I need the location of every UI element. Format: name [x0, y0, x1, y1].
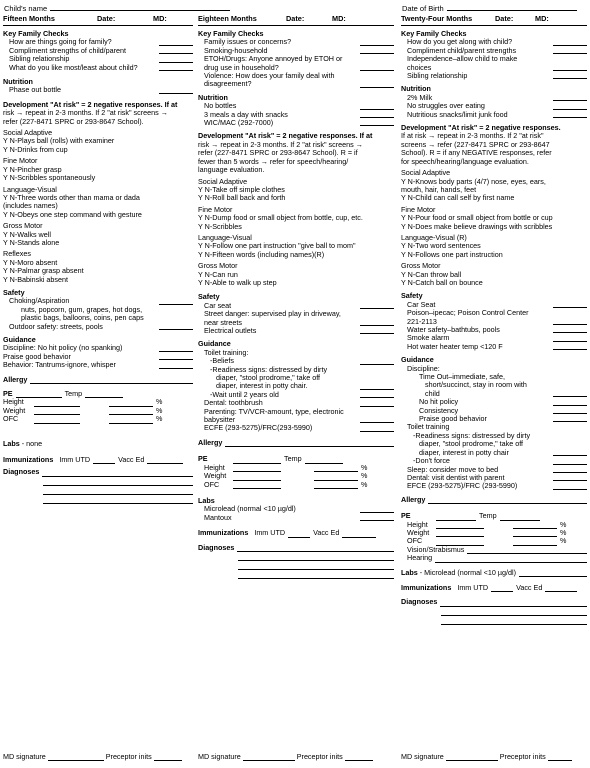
- weight-field[interactable]: Weight %: [407, 527, 567, 537]
- fifteen-months-column: [3, 15, 193, 504]
- checklist-item[interactable]: diaper, interest in potty chair.: [198, 382, 394, 390]
- milestone-item[interactable]: Y N-Follow one part instruction "give ball to mom": [198, 241, 356, 251]
- checklist-item[interactable]: Choking/Aspiration: [3, 297, 193, 305]
- md-signature-label: MD signature: [401, 752, 444, 761]
- checklist-item[interactable]: Compliment strengths of child/parent: [3, 47, 193, 55]
- fine-motor-heading: Fine Motor: [401, 204, 436, 214]
- gross-motor-heading: Gross Motor: [401, 261, 441, 271]
- md-signature-field[interactable]: [401, 752, 572, 761]
- development-note: Development "At risk" = 2 negative responses. If at risk → repeat in 2-3 months. If 2 "at risk" screens → refer (227-8471 SPRC or 293-8647 School). R = if fewer than 5 words → refer for speech/hearing/ language evaluation.: [198, 131, 373, 175]
- checklist-item[interactable]: Behavior: Tantrums-ignore, whisper: [3, 361, 193, 369]
- diagnoses-line[interactable]: [441, 607, 587, 616]
- checklist-item[interactable]: Sibling relationship: [401, 72, 587, 80]
- eighteen-months-column: [198, 15, 394, 579]
- checklist-item[interactable]: -Wait until 2 years old: [198, 391, 394, 399]
- diagnoses-line[interactable]: [43, 495, 193, 504]
- checklist-item[interactable]: disagreement?: [198, 80, 394, 88]
- diagnoses-line[interactable]: [238, 552, 394, 561]
- labs-value: - Microlead (normal <10 µg/dl): [417, 567, 516, 577]
- milestone-item[interactable]: Y N-Scribbles spontaneously: [3, 173, 96, 183]
- checklist-item[interactable]: -Beliefs: [198, 357, 394, 365]
- milestone-item[interactable]: Y N-Stands alone: [3, 237, 60, 247]
- ofc-field[interactable]: OFC %: [407, 536, 567, 546]
- milestone-item[interactable]: Y N-Three words other than mama or dada: [3, 192, 140, 202]
- milestone-note: mouth, hair, hands, feet: [401, 184, 477, 194]
- pe-field[interactable]: PE Temp: [3, 390, 193, 398]
- labs-heading: Labs: [401, 567, 418, 577]
- checklist-note: plastic bags, balloons, coins, pen caps: [21, 313, 144, 323]
- checklist-item[interactable]: diaper, interest in potty chair: [401, 449, 587, 457]
- checklist-item[interactable]: Family issues or concerns?: [198, 38, 394, 46]
- milestone-item[interactable]: Y N-Take off simple clothes: [198, 184, 285, 194]
- checklist-note: diaper, "stool prodrome," take off: [419, 439, 524, 449]
- checklist-note: short/succinct, stay in room with: [425, 380, 527, 390]
- milestone-item[interactable]: Y N-Plays ball (rolls) with examiner: [3, 136, 115, 146]
- column-header: [3, 15, 193, 26]
- height-field[interactable]: Height %: [204, 462, 368, 472]
- milestone-item[interactable]: Y N-Able to walk up step: [198, 277, 277, 287]
- checklist-item[interactable]: Sibling relationship: [3, 55, 193, 63]
- checklist-item[interactable]: Water safety–bathtubs, pools: [401, 326, 587, 334]
- checklist-item[interactable]: Electrical outlets: [198, 327, 394, 335]
- date-of-birth-field[interactable]: [402, 3, 577, 13]
- milestone-item[interactable]: Y N-Can throw ball: [401, 269, 462, 279]
- date-of-birth-label: Date of Birth: [402, 4, 444, 13]
- checklist-item[interactable]: drug use in household?: [198, 64, 394, 72]
- milestone-item[interactable]: Y N-Palmar grasp absent: [3, 266, 84, 276]
- md-label: MD:: [535, 14, 549, 23]
- milestone-item[interactable]: Y N-Child can call self by first name: [401, 193, 515, 203]
- preceptor-inits-label: Preceptor inits: [105, 752, 152, 761]
- visit-title: Eighteen Months: [198, 14, 257, 23]
- milestone-item[interactable]: Y N-Drinks from cup: [3, 144, 68, 154]
- date-label: Date:: [286, 14, 305, 23]
- checklist-item[interactable]: Smoking-household: [198, 47, 394, 55]
- childs-name-label: Child's name: [4, 4, 48, 13]
- checklist-item[interactable]: Discipline:: [407, 363, 440, 373]
- milestone-item[interactable]: Y N-Dump food or small object from bottle, cup, etc.: [198, 213, 363, 223]
- md-signature-label: MD signature: [198, 752, 241, 761]
- weight-field[interactable]: Weight %: [204, 471, 368, 481]
- diagnoses-line[interactable]: [238, 561, 394, 570]
- guidance-heading: Guidance: [198, 339, 231, 349]
- height-field[interactable]: Height %: [407, 519, 567, 529]
- milestone-item[interactable]: Y N-Can run: [198, 269, 238, 279]
- language-visual-heading: Language-Visual: [198, 232, 252, 242]
- key-family-checks-heading: Key Family Checks: [198, 29, 264, 38]
- safety-heading: Safety: [401, 291, 423, 301]
- diagnoses-line[interactable]: [43, 486, 193, 495]
- checklist-item[interactable]: Smoke alarm: [401, 334, 587, 342]
- checklist-item[interactable]: -Readiness signs: distressed by dirty: [210, 364, 328, 374]
- milestone-item[interactable]: Y N-Pincher grasp: [3, 164, 62, 174]
- column-header: [401, 15, 587, 26]
- md-signature-label: MD signature: [3, 752, 46, 761]
- language-visual-heading: Language-Visual (R): [401, 232, 467, 242]
- date-label: Date:: [495, 14, 514, 23]
- checklist-item[interactable]: Poison–ipecac; Poison Control Center: [407, 308, 529, 318]
- allergy-field[interactable]: Allergy: [3, 376, 193, 384]
- checklist-item[interactable]: Street danger: supervised play in driveway,: [204, 309, 341, 319]
- gross-motor-heading: Gross Motor: [198, 261, 238, 271]
- checklist-item[interactable]: Nutritious snacks/limit junk food: [401, 111, 587, 119]
- checklist-item[interactable]: Microlead (normal <10 µg/dl): [198, 505, 394, 513]
- fine-motor-heading: Fine Motor: [3, 156, 38, 166]
- diagnoses-field[interactable]: Diagnoses: [3, 468, 193, 476]
- checklist-item[interactable]: Compliment child/parent strengths: [401, 47, 587, 55]
- preceptor-inits-label: Preceptor inits: [296, 752, 343, 761]
- checklist-item[interactable]: ECFE (293-5275)/FRC(293-5990): [198, 424, 394, 432]
- checklist-item[interactable]: What do you like most/least about child?: [3, 64, 193, 72]
- checklist-item[interactable]: Sleep: consider move to bed: [401, 466, 587, 474]
- checklist-item[interactable]: near streets: [198, 319, 394, 327]
- checklist-item[interactable]: Independence–allow child to make: [407, 54, 518, 64]
- immunizations-field[interactable]: Immunizations Imm UTD Vacc Ed: [401, 584, 587, 592]
- visit-title: Fifteen Months: [3, 14, 55, 23]
- language-visual-heading: Language-Visual: [3, 184, 57, 194]
- checklist-item[interactable]: WIC/MAC (292-7000): [198, 119, 394, 127]
- milestone-item[interactable]: Y N-Scribbles: [198, 221, 242, 231]
- checklist-item[interactable]: EFCE (293-5275)/FRC (293-5990): [401, 482, 587, 490]
- milestone-item[interactable]: Y N-Obeys one step command with gesture: [3, 209, 142, 219]
- diagnoses-field[interactable]: Diagnoses: [401, 598, 587, 606]
- guidance-heading: Guidance: [401, 355, 434, 365]
- pe-field[interactable]: PE Temp: [198, 455, 394, 463]
- twenty-four-months-column: [401, 15, 587, 625]
- md-label: MD:: [332, 14, 346, 23]
- weight-field[interactable]: Weight %: [3, 405, 163, 415]
- safety-heading: Safety: [3, 287, 25, 297]
- checklist-item[interactable]: 2% Milk: [401, 94, 587, 102]
- nutrition-heading: Nutrition: [3, 77, 33, 87]
- md-signature-field[interactable]: [198, 752, 373, 761]
- milestone-item[interactable]: Y N-Catch ball on bounce: [401, 277, 483, 287]
- checklist-item[interactable]: How do you get along with child?: [401, 38, 587, 46]
- milestone-item[interactable]: Y N-Walks well: [3, 229, 51, 239]
- ofc-field[interactable]: OFC %: [204, 479, 368, 489]
- height-field[interactable]: Height %: [3, 397, 163, 407]
- checklist-item[interactable]: -Don't force: [401, 457, 587, 465]
- checklist-item[interactable]: Toilet training:: [204, 347, 249, 357]
- labs-value: - none: [19, 438, 43, 448]
- checklist-item[interactable]: Car Seat: [401, 301, 587, 309]
- labs-line: [3, 440, 193, 448]
- checklist-item[interactable]: 221-2113: [401, 318, 587, 326]
- labs-line[interactable]: [401, 569, 587, 577]
- checklist-item[interactable]: Car seat: [198, 302, 394, 310]
- md-signature-field[interactable]: [3, 752, 182, 761]
- checklist-item[interactable]: Hot water heater temp <120 F: [401, 343, 587, 351]
- visit-title: Twenty-Four Months: [401, 14, 473, 23]
- milestone-item[interactable]: Y N-Pour food or small object from bottle or cup: [401, 213, 553, 223]
- checklist-item[interactable]: No struggles over eating: [401, 102, 587, 110]
- checklist-item[interactable]: Time Out–immediate, safe,: [419, 372, 506, 382]
- guidance-heading: Guidance: [3, 335, 36, 344]
- vision-field[interactable]: Vision/Strabismus: [401, 546, 587, 554]
- checklist-item[interactable]: How are things going for family?: [3, 38, 193, 46]
- milestone-item[interactable]: Y N-Babinski absent: [3, 274, 68, 284]
- checklist-item[interactable]: No bottles: [198, 102, 394, 110]
- md-label: MD:: [153, 14, 167, 23]
- allergy-field[interactable]: Allergy: [401, 496, 587, 504]
- diagnoses-field[interactable]: Diagnoses: [198, 544, 394, 552]
- checklist-item[interactable]: ETOH/Drugs: Anyone annoyed by ETOH or: [204, 54, 343, 64]
- social-adaptive-heading: Social Adaptive: [401, 168, 451, 178]
- checklist-item[interactable]: Outdoor safety: streets, pools: [3, 323, 193, 331]
- labs-heading: Labs: [198, 495, 215, 505]
- checklist-item[interactable]: Praise good behavior: [3, 353, 193, 361]
- milestone-note: (includes names): [3, 201, 58, 211]
- checklist-item[interactable]: 3 meals a day with snacks: [198, 111, 394, 119]
- milestone-item[interactable]: Y N-Knows body parts (4/7) nose, eyes, ears,: [401, 176, 546, 186]
- fine-motor-heading: Fine Motor: [198, 204, 233, 214]
- key-family-checks-heading: Key Family Checks: [3, 29, 69, 38]
- hearing-field[interactable]: Hearing: [401, 554, 587, 562]
- safety-heading: Safety: [198, 292, 220, 302]
- childs-name-field[interactable]: [4, 3, 230, 13]
- date-label: Date:: [97, 14, 116, 23]
- diagnoses-line[interactable]: [238, 570, 394, 579]
- checklist-item[interactable]: choices: [401, 64, 587, 72]
- social-adaptive-heading: Social Adaptive: [198, 176, 248, 186]
- checklist-item[interactable]: Discipline: No hit policy (no spanking): [3, 344, 193, 352]
- checklist-item[interactable]: Praise good behavior: [401, 415, 587, 423]
- ofc-field[interactable]: OFC %: [3, 414, 163, 424]
- checklist-item[interactable]: Violence: How does your family deal with: [204, 71, 335, 81]
- key-family-checks-heading: Key Family Checks: [401, 29, 467, 38]
- checklist-item[interactable]: Parenting: TV/VCR-amount, type, electronic: [204, 406, 344, 416]
- milestone-item[interactable]: Y N-Does make believe drawings with scribbles: [401, 221, 553, 231]
- checklist-item[interactable]: Dental: toothbrush: [198, 399, 394, 407]
- development-note: Development "At risk" = 2 negative responses. If at risk → repeat in 2-3 months. If 2 "at risk" screens → refer (227-8471 SPRC or 293-8647 School).: [3, 99, 178, 126]
- allergy-field[interactable]: Allergy: [198, 439, 394, 447]
- milestone-item[interactable]: Y N-Follows one part instruction: [401, 249, 503, 259]
- checklist-item[interactable]: Consistency: [401, 407, 587, 415]
- immunizations-field[interactable]: Immunizations Imm UTD Vacc Ed: [3, 456, 193, 464]
- checklist-note: nuts, popcorn, gum, grapes, hot dogs,: [21, 304, 143, 314]
- diagnoses-line[interactable]: [43, 477, 193, 486]
- reflexes-heading: Reflexes: [3, 249, 31, 259]
- checklist-item[interactable]: Mantoux: [198, 514, 394, 522]
- milestone-item[interactable]: Y N-Roll ball back and forth: [198, 193, 286, 203]
- milestone-item[interactable]: Y N-Two word sentences: [401, 241, 481, 251]
- nutrition-heading: Nutrition: [401, 84, 431, 94]
- social-adaptive-heading: Social Adaptive: [3, 128, 53, 138]
- column-header: [198, 15, 394, 26]
- gross-motor-heading: Gross Motor: [3, 221, 43, 231]
- checklist-item[interactable]: babysitter: [198, 416, 394, 424]
- pe-field[interactable]: PE Temp: [401, 512, 587, 520]
- nutrition-heading: Nutrition: [198, 92, 228, 102]
- checklist-item[interactable]: Phase out bottle: [3, 86, 193, 94]
- checklist-item[interactable]: Dental: visit dentist with parent: [401, 474, 587, 482]
- milestone-item[interactable]: Y N-Moro absent: [3, 257, 58, 267]
- immunizations-field[interactable]: Immunizations Imm UTD Vacc Ed: [198, 529, 394, 537]
- development-note: Development "At risk" = 2 negative responses. If at risk → repeat in 2-3 months. If 2 "at risk" screens → refer (227-8471 SPRC or 293-8647 School). R = if any NEGATIVE responses, refer for speech/hearing/language evaluation.: [401, 123, 561, 166]
- checklist-note: diaper, "stool prodrome," take off: [216, 373, 321, 383]
- checklist-item[interactable]: Toilet training: [407, 422, 450, 432]
- labs-heading: Labs: [3, 438, 20, 448]
- checklist-item[interactable]: child: [401, 390, 587, 398]
- milestone-item[interactable]: Y N-Fifteen words (including names)(R): [198, 249, 325, 259]
- checklist-item[interactable]: No hit policy: [401, 398, 587, 406]
- checklist-item[interactable]: -Readiness signs: distressed by dirty: [413, 430, 531, 440]
- preceptor-inits-label: Preceptor inits: [499, 752, 546, 761]
- diagnoses-line[interactable]: [441, 616, 587, 625]
